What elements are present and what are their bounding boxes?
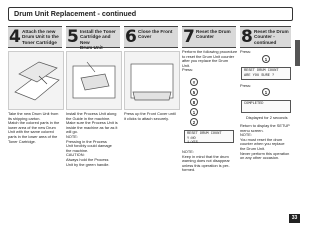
step-5-title: Install the Toner Cartridge and New Drum Unit xyxy=(80,29,116,51)
page-number: 33 xyxy=(289,214,300,223)
step-6-illustration xyxy=(124,51,180,110)
step-7-number: 7 xyxy=(183,27,195,47)
step-6-number: 6 xyxy=(125,27,137,47)
key-8: 8 xyxy=(190,98,198,106)
process-unit-drawing xyxy=(67,52,121,109)
step-5-header xyxy=(66,26,120,51)
step-5-number: 5 xyxy=(67,27,79,47)
step-6-header xyxy=(124,26,178,48)
key-1-confirm: 1 xyxy=(262,55,270,63)
step-8-header xyxy=(240,26,291,48)
key-1-execute: 1 xyxy=(262,88,270,96)
display-duration-note: Displayed for 2 seconds xyxy=(246,115,288,120)
step-7-header xyxy=(182,26,236,48)
step-8-press-label: Press: xyxy=(240,49,252,54)
key-5: 5 xyxy=(190,88,198,96)
section-title-bar xyxy=(8,7,293,21)
step-7-text: Perform the following procedure to reset the Drum Unit counter after you replace the Drum Unit. Press: xyxy=(182,49,238,73)
step-4-title: Attach the new Drum Unit to the Toner Cartridge xyxy=(22,29,59,45)
side-tab-marker xyxy=(295,40,300,66)
step-5-illustration xyxy=(66,51,122,110)
step-7-note: NOTE: Keep in mind that the drum warning does not disappear unless this operation is per- formed. xyxy=(182,149,230,173)
step-5-text: Install the Process Unit along the Guide in the machine. Make sure the Process Unit is inside the machine as far as it will go. NOTE: Pressing in the Process Unit forcibly could damage the machine. CAUTION: Always hold the Process Unit by the green handle. xyxy=(66,111,118,167)
step-4-number: 4 xyxy=(9,27,21,47)
section-title: Drum Unit Replacement - continued xyxy=(14,9,137,18)
step-8-title: Reset the Drum Counter - continued xyxy=(254,29,289,45)
step-8-text: Return to display the SETUP menu screen. NOTE: You must reset the drum counter when you replace the Drum Unit. Never perform this operation on any other occasion. xyxy=(240,123,290,161)
step-6-title: Close the Front Cover xyxy=(138,29,173,40)
step-6-text: Press up the Front Cover until it clicks to attach securely. xyxy=(124,111,176,121)
step-7-title: Reset the Drum Counter xyxy=(196,29,231,40)
key-hash: # xyxy=(190,78,198,86)
front-cover-drawing xyxy=(125,52,179,109)
step-8-number: 8 xyxy=(241,27,253,47)
lcd-display-reset-prompt: RESET DRUM COUNT Y:NO 1:YES xyxy=(184,130,234,143)
lcd-display-are-you-sure: RESET DRUM COUNT ARE YOU SURE ? xyxy=(241,67,291,80)
step-4-illustration xyxy=(8,51,64,110)
key-2: 2 xyxy=(190,118,198,126)
drum-unit-drawing xyxy=(9,52,63,109)
key-1: 1 xyxy=(190,108,198,116)
step-8-press-label-2: Press: xyxy=(240,83,252,88)
lcd-display-completed: COMPLETED xyxy=(241,100,291,113)
step-4-text: Take the new Drum Unit from its shipping carton. Match the colored parts in the lower area of the new Drum Unit with the same colored parts in the lower area of the Toner Cartridge. xyxy=(8,111,60,144)
step-4-header xyxy=(8,26,62,48)
